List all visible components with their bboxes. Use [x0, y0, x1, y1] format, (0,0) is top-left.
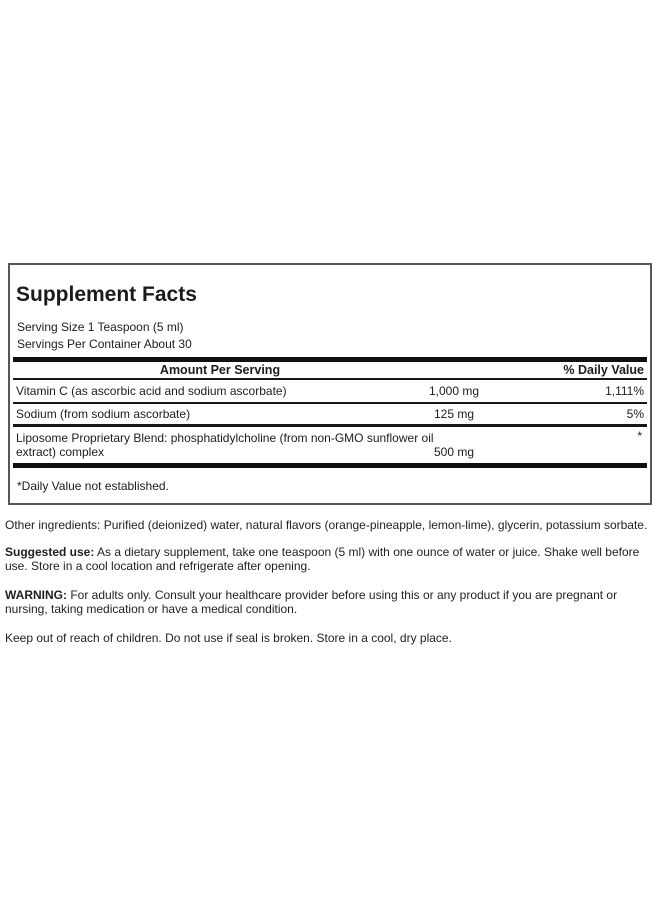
suggested-use-label: Suggested use:	[5, 545, 95, 559]
nutrient-daily-value: *	[637, 429, 642, 443]
table-row-sodium	[14, 404, 646, 424]
supplement-facts-panel	[8, 263, 652, 505]
nutrient-daily-value: 5%	[626, 407, 644, 421]
daily-value-header: % Daily Value	[563, 363, 644, 377]
panel-title: Supplement Facts	[16, 283, 197, 306]
daily-value-footnote: *Daily Value not established.	[17, 479, 169, 493]
nutrient-name: Sodium (from sodium ascorbate)	[16, 407, 191, 421]
warning-text: For adults only. Consult your healthcare provider before using this or any product if you are pregnant or nursing, taking medication or have a medical condition.	[5, 588, 618, 616]
serving-size-line: Serving Size 1 Teaspoon (5 ml)	[17, 320, 184, 334]
nutrient-name: Liposome Proprietary Blend: phosphatidylcholine (from non-GMO sunflower oil extract) complex	[16, 431, 434, 459]
servings-per-container-line: Servings Per Container About 30	[17, 337, 192, 351]
storage-paragraph: Keep out of reach of children. Do not use if seal is broken. Store in a cool, dry place.	[5, 631, 452, 645]
nutrient-amount: 500 mg	[433, 445, 475, 459]
table-header-row	[14, 362, 646, 378]
table-row-liposome-blend	[14, 427, 646, 463]
nutrient-name: Vitamin C (as ascorbic acid and sodium ascorbate)	[16, 384, 287, 398]
suggested-use-text: As a dietary supplement, take one teaspoon (5 ml) with one ounce of water or juice. Shake well before use. Store in a cool location and refrigerate after opening.	[5, 545, 640, 573]
nutrient-amount: 125 mg	[433, 407, 475, 421]
other-ingredients-paragraph: Other ingredients: Purified (deionized) water, natural flavors (orange-pineapple, lemon-lime), glycerin, potassium sorbate.	[5, 518, 648, 532]
warning-label: WARNING:	[5, 588, 67, 602]
amount-per-serving-header: Amount Per Serving	[159, 363, 281, 377]
table-row-vitamin-c	[14, 380, 646, 402]
warning-paragraph	[5, 588, 656, 616]
nutrient-amount: 1,000 mg	[428, 384, 480, 398]
thick-divider-bottom	[13, 463, 647, 468]
suggested-use-paragraph	[5, 545, 656, 573]
nutrient-daily-value: 1,111%	[605, 384, 644, 398]
label-info-text	[5, 518, 656, 658]
